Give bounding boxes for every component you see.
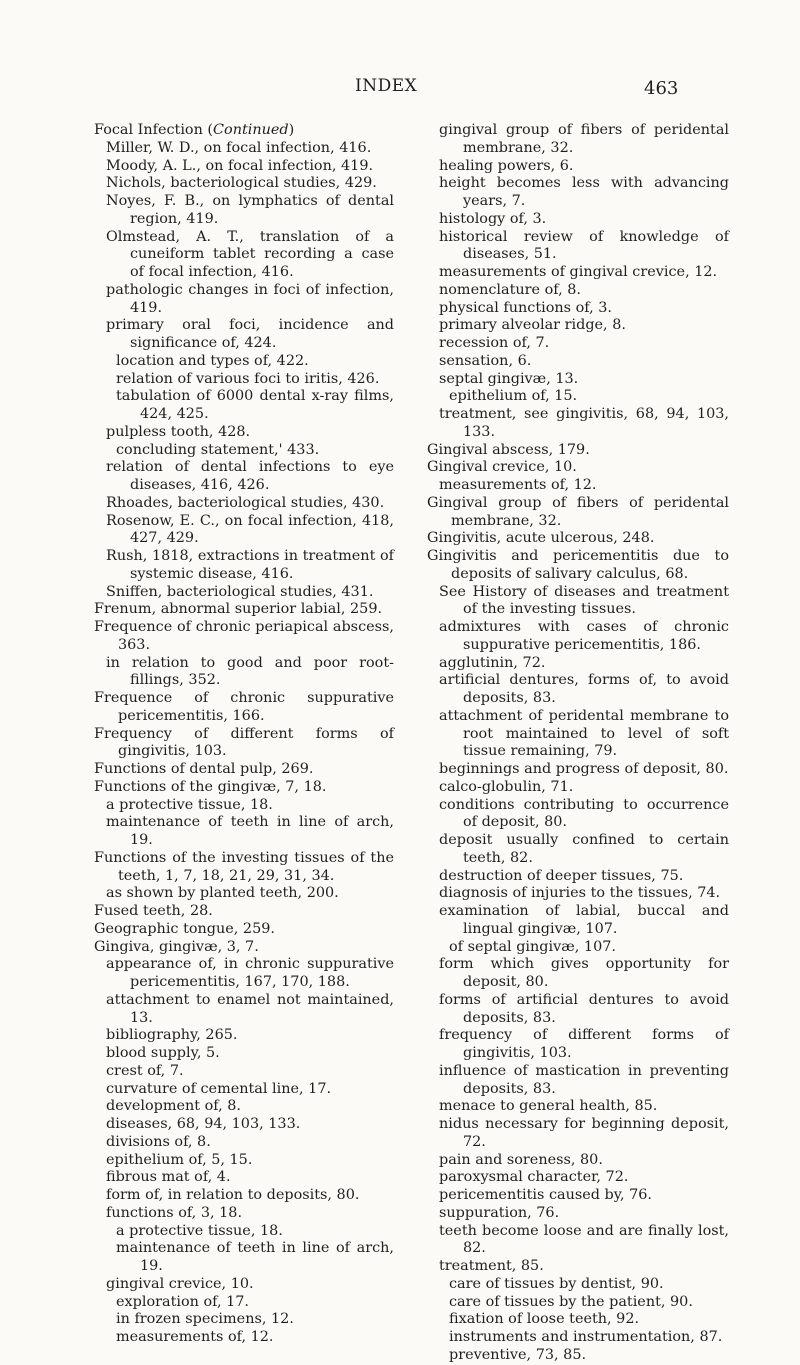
- index-entry: epithelium of, 15.: [449, 388, 578, 405]
- index-entry: Moody, A. L., on focal infection, 419.: [106, 157, 374, 174]
- index-entry: Gingival crevice, 10.: [427, 459, 577, 476]
- index-entry: measurements of, 12.: [116, 1329, 274, 1345]
- index-entry: histology of, 3.: [439, 210, 547, 227]
- index-entry: artificial dentures, forms of, to avoid deposits, 83.: [439, 672, 729, 706]
- index-entry: Gingiva, gingivæ, 3, 7.: [94, 938, 259, 955]
- index-entry: sensation, 6.: [439, 352, 532, 369]
- index-entry: deposit usually confined to certain teeth, 82.: [439, 832, 729, 866]
- index-entry: of septal gingivæ, 107.: [449, 938, 616, 955]
- index-entry: a protective tissue, 18.: [106, 796, 273, 813]
- index-entry: Rhoades, bacteriological studies, 430.: [106, 494, 385, 511]
- index-entry: Frenum, abnormal superior labial, 259.: [94, 601, 383, 618]
- index-entry: septal gingivæ, 13.: [439, 370, 579, 387]
- index-entry: location and types of, 422.: [116, 352, 309, 369]
- index-entry: pathologic changes in foci of infection, 419.: [106, 281, 394, 316]
- index-entry: Olmstead, A. T., translation of a cuneiform tablet recording a case of focal infection, 416.: [106, 228, 394, 280]
- index-entry: teeth become loose and are finally lost, 82.: [439, 1222, 729, 1257]
- index-entry: preventive, 73, 85.: [449, 1346, 587, 1363]
- index-entry: functions of, 3, 18.: [106, 1204, 243, 1221]
- index-entry: divisions of, 8.: [106, 1133, 211, 1150]
- index-entry: agglutinin, 72.: [439, 654, 546, 671]
- index-entry: care of tissues by dentist, 90.: [449, 1275, 664, 1292]
- index-entry: pain and soreness, 80.: [439, 1151, 603, 1168]
- index-entry: relation of various foci to iritis, 426.: [116, 370, 380, 387]
- index-entry: Rosenow, E. C., on focal infection, 418, 427, 429.: [106, 512, 394, 547]
- index-entry: a protective tissue, 18.: [116, 1222, 283, 1239]
- index-entry: Rush, 1818, extractions in treatment of systemic disease, 416.: [106, 548, 394, 582]
- index-entry: measurements of gingival crevice, 12.: [439, 264, 718, 280]
- index-entry: recession of, 7.: [439, 335, 550, 351]
- index-entry: gingival crevice, 10.: [106, 1275, 254, 1292]
- index-entry: historical review of knowledge of diseases, 51.: [439, 228, 729, 263]
- index-entry: relation of dental infections to eye diseases, 416, 426.: [106, 459, 394, 493]
- index-entry: development of, 8.: [106, 1098, 241, 1115]
- index-entry: exploration of, 17.: [116, 1293, 249, 1310]
- index-entry: Frequence of chronic suppurative pericementitis, 166.: [94, 690, 394, 724]
- index-entry: care of tissues by the patient, 90.: [449, 1293, 693, 1310]
- index-entry: primary oral foci, incidence and significance of, 424.: [106, 317, 394, 351]
- index-entry: diseases, 68, 94, 103, 133.: [106, 1116, 301, 1132]
- index-entry: gingival group of fibers of peridental membrane, 32.: [439, 122, 729, 156]
- index-entry: height becomes less with advancing years, 7.: [439, 175, 729, 209]
- index-entry: admixtures with cases of chronic suppurative pericementitis, 186.: [439, 619, 729, 653]
- index-entry: as shown by planted teeth, 200.: [106, 885, 339, 902]
- index-entry: Gingivitis, acute ulcerous, 248.: [427, 530, 655, 547]
- index-entry: calco-globulin, 71.: [439, 778, 574, 795]
- index-entry: examination of labial, buccal and lingual gingivæ, 107.: [439, 903, 729, 937]
- index-entry: Geographic tongue, 259.: [94, 920, 275, 937]
- index-entry: paroxysmal character, 72.: [439, 1169, 629, 1186]
- index-entry: epithelium of, 5, 15.: [106, 1151, 253, 1168]
- index-entry: influence of mastication in preventing deposits, 83.: [439, 1062, 729, 1097]
- index-entry: healing powers, 6.: [439, 157, 574, 174]
- index-entry: treatment, 85.: [439, 1258, 544, 1274]
- index-entry: Gingival abscess, 179.: [427, 441, 590, 458]
- index-entry: Gingivitis and pericementitis due to deposits of salivary calculus, 68.: [427, 548, 729, 582]
- index-entry: diagnosis of injuries to the tissues, 74.: [439, 885, 721, 902]
- index-entry: Nichols, bacteriological studies, 429.: [106, 175, 377, 192]
- index-entry: forms of artificial dentures to avoid deposits, 83.: [439, 991, 729, 1026]
- index-entry: destruction of deeper tissues, 75.: [439, 867, 684, 884]
- index-entry: Fused teeth, 28.: [94, 903, 213, 919]
- index-entry: pericementitis caused by, 76.: [439, 1187, 653, 1203]
- index-entry: in relation to good and poor root-fillings, 352.: [106, 654, 394, 689]
- index-entry: Sniffen, bacteriological studies, 431.: [106, 583, 374, 600]
- index-entry: crest of, 7.: [106, 1062, 184, 1079]
- index-entry: blood supply, 5.: [106, 1045, 220, 1061]
- index-entry: Noyes, F. B., on lymphatics of dental region, 419.: [106, 193, 394, 227]
- index-entry: nomenclature of, 8.: [439, 281, 581, 298]
- index-entry: Frequency of different forms of gingivitis, 103.: [94, 725, 394, 760]
- index-entry: measurements of, 12.: [439, 477, 597, 493]
- index-entry: Miller, W. D., on focal infection, 416.: [106, 139, 372, 156]
- page-header: [0, 76, 800, 100]
- index-entry: form of, in relation to deposits, 80.: [106, 1187, 360, 1203]
- index-entry: Gingival group of fibers of peridental membrane, 32.: [427, 494, 729, 529]
- index-entry: tabulation of 6000 dental x-ray films, 424, 425.: [116, 388, 394, 422]
- index-entry: attachment to enamel not maintained, 13.: [106, 991, 394, 1026]
- index-entry: fixation of loose teeth, 92.: [449, 1311, 640, 1328]
- index-entry: Functions of the gingivæ, 7, 18.: [94, 778, 327, 795]
- index-entry: Frequence of chronic periapical abscess, 363.: [94, 619, 394, 653]
- index-entry: physical functions of, 3.: [439, 299, 612, 316]
- index-entry: pulpless tooth, 428.: [106, 423, 251, 440]
- index-entry: conditions contributing to occurrence of deposit, 80.: [439, 796, 729, 831]
- index-entry: curvature of cemental line, 17.: [106, 1080, 332, 1097]
- index-entry: maintenance of teeth in line of arch, 19.: [116, 1240, 394, 1274]
- index-entry: concluding statement,' 433.: [116, 441, 320, 458]
- index-entry: appearance of, in chronic suppurative pericementitis, 167, 170, 188.: [106, 956, 394, 990]
- index-entry: menace to general health, 85.: [439, 1098, 658, 1115]
- index-entry: form which gives opportunity for deposit, 80.: [439, 956, 729, 990]
- index-entry: primary alveolar ridge, 8.: [439, 317, 626, 334]
- page-title: INDEX: [355, 76, 418, 96]
- index-entry: Focal Infection (Continued): [94, 122, 295, 138]
- index-entry: frequency of different forms of gingivitis, 103.: [439, 1027, 729, 1061]
- index-entry: Functions of dental pulp, 269.: [94, 761, 314, 777]
- index-entry: maintenance of teeth in line of arch, 19.: [106, 814, 394, 848]
- page-number: 463: [644, 78, 679, 99]
- index-entry: Functions of the investing tissues of the teeth, 1, 7, 18, 21, 29, 31, 34.: [94, 849, 394, 884]
- index-column-right: [427, 122, 729, 1365]
- index-entry: treatment, see gingivitis, 68, 94, 103, 133.: [439, 406, 729, 440]
- index-entry: in frozen specimens, 12.: [116, 1311, 294, 1328]
- index-entry: fibrous mat of, 4.: [106, 1169, 231, 1186]
- index-entry: bibliography, 265.: [106, 1027, 238, 1044]
- index-entry: nidus necessary for beginning deposit, 72.: [439, 1116, 729, 1150]
- index-column-left: [94, 122, 394, 1347]
- index-entry: beginnings and progress of deposit, 80.: [439, 761, 729, 777]
- index-entry: suppuration, 76.: [439, 1204, 560, 1221]
- index-entry: attachment of peridental membrane to root maintained to level of soft tissue remaining, 79.: [439, 707, 729, 760]
- index-entry: instruments and instrumentation, 87.: [449, 1329, 723, 1345]
- index-entry: See History of diseases and treatment of the investing tissues.: [439, 583, 729, 618]
